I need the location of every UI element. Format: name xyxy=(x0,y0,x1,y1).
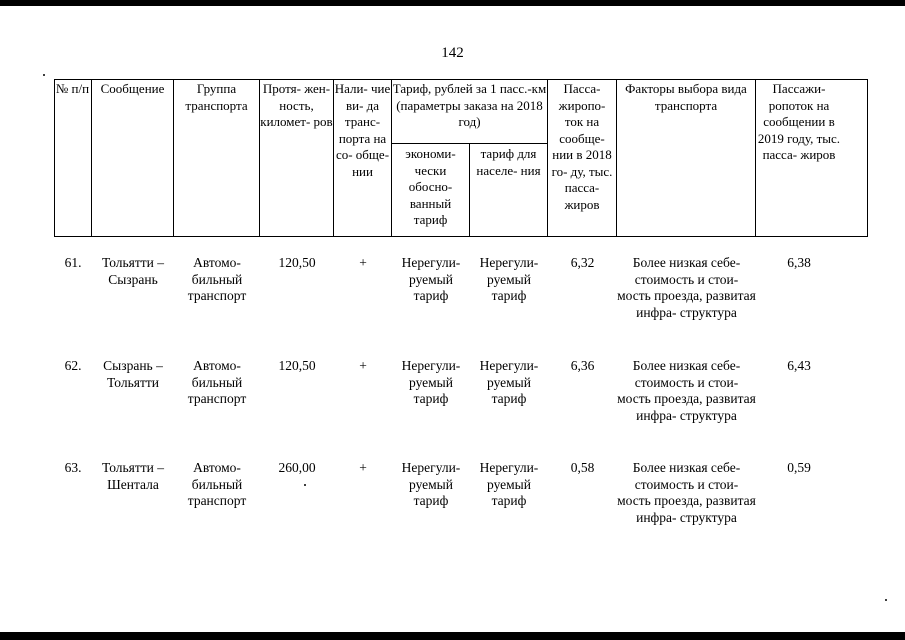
cell-flow-2018: 6,32 xyxy=(570,255,595,270)
cell-tariff-econ: Нерегули- руемый тариф xyxy=(401,358,461,406)
cell-tariff-pop: Нерегули- руемый тариф xyxy=(479,358,539,406)
header-flow-2019: Пассажи- ропоток на сообщении в 2019 году, тыс. пасса- жиров xyxy=(757,81,841,162)
page-number: 142 xyxy=(441,45,464,61)
cell-flow-2018: 0,58 xyxy=(570,460,595,475)
header-length: Протя- жен- ность, километ- ров xyxy=(260,79,334,236)
cell-route: Тольятти – Сызрань xyxy=(101,255,165,287)
header-route: Сообщение xyxy=(92,79,174,236)
cell-tariff-pop: Нерегули- руемый тариф xyxy=(479,255,539,303)
cell-length: 120,50 xyxy=(278,255,316,270)
cell-availability: + xyxy=(359,358,367,373)
cell-num: 61. xyxy=(64,255,82,270)
cell-flow-2019: 6,43 xyxy=(787,358,811,373)
cell-tariff-pop: Нерегули- руемый тариф xyxy=(479,460,539,508)
cell-flow-2019: 0,59 xyxy=(787,460,811,475)
cell-length: 120,50 xyxy=(278,358,316,373)
header-num: № п/п xyxy=(54,79,92,236)
table-header xyxy=(54,79,868,236)
header-tariff: Тариф, рублей за 1 пасс.-км (параметры заказа на 2018 год) xyxy=(392,79,547,144)
header-flow-2018: Пасса- жиропо- ток на сообще- нии в 2018 го- ду, тыс. пасса- жиров xyxy=(548,79,617,236)
header-tariff-subcolumns xyxy=(392,144,547,236)
header-factors: Факторы выбора вида транспорта xyxy=(617,79,756,236)
cell-length: 260,00 xyxy=(278,460,316,475)
cell-flow-2019: 6,38 xyxy=(787,255,811,270)
header-availability: Нали- чие ви- да транс- порта на со- обще- нии xyxy=(334,79,392,236)
cell-factors: Более низкая себе- стоимость и стои- мость проезда, развитая инфра- структура xyxy=(617,460,756,525)
table-row xyxy=(54,358,868,458)
bottom-border-bar xyxy=(0,632,905,640)
cell-num: 62. xyxy=(64,358,82,373)
header-tariff-pop: тариф для населе- ния xyxy=(476,146,541,178)
cell-tariff-econ: Нерегули- руемый тариф xyxy=(401,255,461,303)
cell-availability: + xyxy=(359,255,367,270)
cell-availability: + xyxy=(359,460,367,475)
table-header-bottom-border xyxy=(54,236,868,237)
table-row xyxy=(54,460,868,560)
top-border-bar xyxy=(0,0,905,6)
cell-tariff-econ: Нерегули- руемый тариф xyxy=(401,460,461,508)
cell-num: 63. xyxy=(64,460,82,475)
header-tariff-econ: экономи- чески обосно- ванный тариф xyxy=(392,144,470,236)
table-row xyxy=(54,255,868,355)
header-tariff-group xyxy=(392,79,548,236)
cell-flow-2018: 6,36 xyxy=(570,358,595,373)
header-group: Группа транспорта xyxy=(174,79,260,236)
cell-group: Автомо- бильный транспорт xyxy=(187,460,247,508)
cell-factors: Более низкая себе- стоимость и стои- мость проезда, развитая инфра- структура xyxy=(617,358,756,423)
scan-speck xyxy=(885,599,887,601)
scan-speck xyxy=(43,74,45,76)
cell-route: Сызрань – Тольятти xyxy=(103,358,163,390)
cell-route: Тольятти – Шентала xyxy=(101,460,165,492)
cell-factors: Более низкая себе- стоимость и стои- мость проезда, развитая инфра- структура xyxy=(617,255,756,320)
cell-group: Автомо- бильный транспорт xyxy=(187,255,247,303)
cell-group: Автомо- бильный транспорт xyxy=(187,358,247,406)
